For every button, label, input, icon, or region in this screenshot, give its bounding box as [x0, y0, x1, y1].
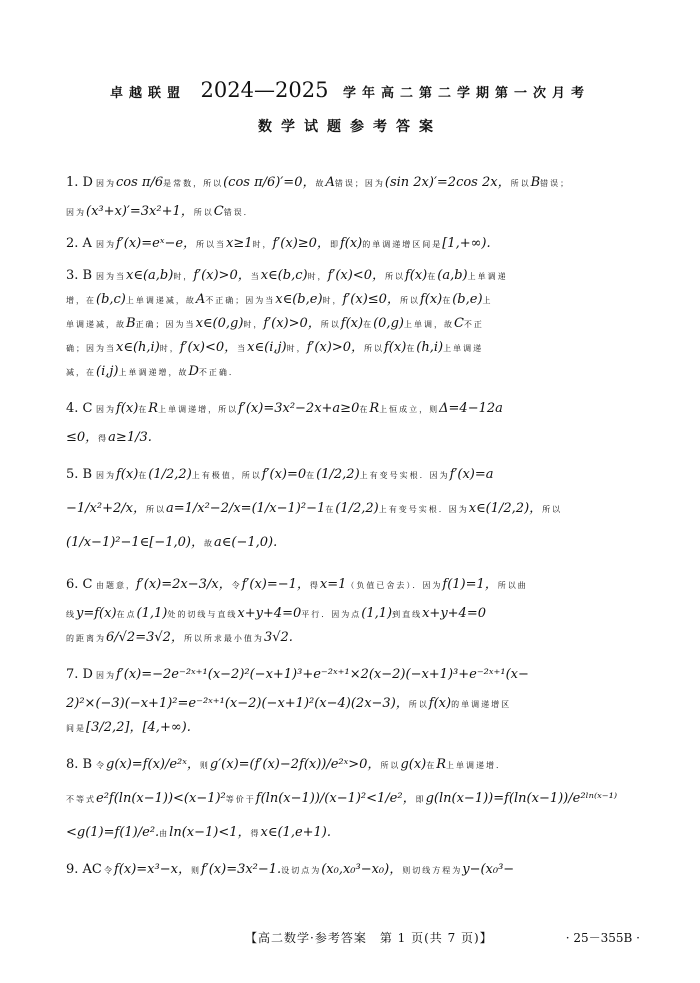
answer-number: 6. C [66, 577, 93, 592]
explanation-text: 时， [159, 344, 180, 353]
math-expression: R [148, 401, 159, 416]
explanation-text: 错误；因为 [334, 179, 385, 188]
math-expression: f(x)=x³−x， [114, 862, 191, 877]
math-expression: x∈(b,c) [260, 268, 308, 283]
explanation-text: 在 [427, 272, 438, 281]
answer-line [66, 602, 644, 626]
math-expression: (0,g) [373, 316, 404, 331]
math-expression: (b,c) [96, 292, 126, 307]
explanation-text: 上恒成立，则 [379, 405, 440, 414]
math-expression: f′(x)<0， [327, 268, 385, 283]
explanation-text: 当 [250, 272, 261, 281]
math-expression: f′(x)>0， [193, 268, 251, 283]
explanation-text: 在 [138, 405, 149, 414]
explanation-text: 时， [173, 272, 194, 281]
explanation-text: 所以 [399, 296, 420, 305]
explanation-text: 是常数，所以 [163, 179, 224, 188]
explanation-text: 错误． [223, 208, 254, 217]
explanation-text: 令 [96, 761, 106, 770]
explanation-text: 时， [243, 320, 264, 329]
explanation-text: 错误； [540, 179, 571, 188]
explanation-text: 在 [138, 471, 149, 480]
explanation-text: 故 [204, 539, 214, 548]
answer-line [66, 426, 644, 450]
math-expression: f′(x)<0， [179, 340, 238, 355]
answer-line [66, 716, 644, 740]
answer-line [66, 692, 644, 716]
math-expression: x+y+4=0 [422, 606, 486, 621]
explanation-text: 因为 [96, 471, 116, 480]
explanation-text: 平行．因为点 [301, 610, 362, 619]
explanation-text: 时， [307, 272, 328, 281]
math-expression: R [436, 757, 447, 772]
explanation-text: 在 [442, 296, 453, 305]
math-expression: f′(x)=2x−3/x， [136, 577, 232, 592]
explanation-text: 因为 [96, 405, 116, 414]
math-expression: Δ=4−12a [439, 401, 503, 416]
explanation-text: 上单调递 [467, 272, 508, 281]
math-expression: y−(x₀³− [462, 862, 515, 877]
explanation-text: 得 [250, 829, 261, 838]
page-footer [0, 929, 700, 947]
answer-line [66, 526, 644, 560]
explanation-text: 当 [237, 344, 248, 353]
math-expression: A [325, 175, 335, 190]
math-expression: (1/x−1)²−1∈[−1,0)， [66, 535, 204, 550]
answer-line [66, 288, 644, 312]
answer-list [66, 166, 644, 882]
answer-line [66, 200, 644, 224]
explanation-text: 因为当 [96, 272, 126, 281]
math-expression: e²f(ln(x−1))<(x−1)² [96, 791, 226, 806]
answer-line [66, 626, 644, 650]
math-expression: [1,+∞). [442, 236, 491, 251]
answer-line [66, 336, 644, 360]
math-expression: f′(x)=3x²−2x+a≥0 [238, 401, 360, 416]
math-expression: f(x) [384, 340, 407, 355]
math-expression: A [195, 292, 206, 307]
footer-page-info: 【高二数学·参考答案 第 1 页(共 7 页)】 [245, 931, 493, 945]
answer-line [66, 312, 644, 336]
math-expression: f′(x)=0 [261, 467, 307, 482]
math-expression: x≥1 [226, 236, 253, 251]
math-expression: a=1/x²−2/x=(1/x−1)²−1 [165, 501, 326, 516]
math-expression: g′(x)=(f′(x)−2f(x))/e²ˣ>0， [209, 757, 381, 772]
explanation-text: 的单调递增区间是 [362, 240, 443, 249]
math-expression: y=f(x) [76, 606, 117, 621]
explanation-text: 上单调递减，故 [125, 296, 196, 305]
explanation-text: 则切线方程为 [402, 866, 463, 875]
answer-line [66, 658, 644, 692]
explanation-text: 所以 [364, 344, 384, 353]
answer-line [66, 782, 644, 816]
explanation-text: 所以 [384, 272, 405, 281]
explanation-text: 则 [190, 866, 201, 875]
math-expression: (1,1) [136, 606, 168, 621]
math-expression: (a,b) [437, 268, 468, 283]
explanation-text: 上单调，故 [403, 320, 454, 329]
math-expression: (x₀,x₀³−x₀)， [321, 862, 403, 877]
math-expression: C [213, 204, 224, 219]
answer-line [66, 492, 644, 526]
explanation-text: 线 [66, 610, 76, 619]
math-expression: f(x) [116, 467, 139, 482]
footer-code: · 25－355B · [565, 931, 640, 945]
math-expression: f′(x)=a [449, 467, 494, 482]
math-expression: −1/x²+2/x， [66, 501, 146, 516]
math-expression: (b,e) [452, 292, 483, 307]
math-expression: ≤0， [66, 430, 99, 445]
explanation-text: 在 [406, 344, 417, 353]
explanation-text: 时， [252, 240, 273, 249]
explanation-text: 时， [286, 344, 307, 353]
math-expression: 3√2. [263, 630, 293, 645]
explanation-text: 的单调递增区 [451, 700, 512, 709]
math-expression: (1/2,2) [335, 501, 379, 516]
answer-line [66, 232, 644, 256]
answer-number: 1. D [66, 175, 93, 190]
answer-number: 9. AC [66, 862, 102, 877]
explanation-text: 在 [426, 761, 437, 770]
math-expression: C [453, 316, 464, 331]
math-expression: x∈(1/2,2)， [468, 501, 543, 516]
explanation-text: 上有变号实根．因为 [378, 505, 469, 514]
math-expression: g(ln(x−1))=f(ln(x−1))/e²ˡⁿ⁽ˣ⁻¹⁾ [425, 791, 618, 806]
math-expression: f′(x)≤0， [342, 292, 400, 307]
answer-line [66, 748, 644, 782]
math-expression: f′(x)>0， [263, 316, 321, 331]
explanation-text: 所以 [510, 179, 531, 188]
explanation-text: 正确；因为当 [135, 320, 196, 329]
page-title [0, 78, 700, 102]
explanation-text: 因为 [96, 179, 116, 188]
math-expression: D [188, 364, 199, 379]
explanation-text: 单调递减，故 [66, 320, 126, 329]
explanation-text: 间是 [66, 724, 86, 733]
title-right: 学年高二第二学期第一次月考 [342, 86, 590, 101]
explanation-text: （负值已舍去）．因为 [346, 581, 443, 590]
math-expression: 2)²×(−3)(−x+1)²=e⁻²ˣ⁺¹(x−2)(−x+1)²(x−4)(2x−3)， [66, 696, 409, 711]
explanation-text: 由 [159, 829, 170, 838]
explanation-text: 不正确；因为当 [205, 296, 276, 305]
math-expression: x∈(h,i) [116, 340, 160, 355]
explanation-text: 由题意， [96, 581, 136, 590]
math-expression: f(ln(x−1))/(x−1)²<1/e²， [255, 791, 416, 806]
explanation-text: 上有极值，所以 [191, 471, 262, 480]
answer-number: 7. D [66, 667, 93, 682]
explanation-text: 不正确． [198, 368, 239, 377]
math-expression: ln(x−1)<1， [169, 825, 251, 840]
math-expression: f(x) [428, 696, 452, 711]
answer-number: 2. A [66, 236, 92, 251]
answer-line [66, 568, 644, 602]
answer-line [66, 858, 644, 882]
math-expression: [3/2,2]，[4,+∞). [86, 720, 191, 735]
explanation-text: 在 [325, 505, 336, 514]
explanation-text: 则 [199, 761, 210, 770]
answer-number: 3. B [66, 268, 93, 283]
explanation-text: 处的切线与直线 [167, 610, 238, 619]
answer-line [66, 392, 644, 426]
explanation-text: 所以 [408, 700, 429, 709]
explanation-text: 所以曲 [497, 581, 528, 590]
title-left: 卓越联盟 [110, 86, 187, 101]
math-expression: g(x)=f(x)/e²ˣ， [106, 757, 200, 772]
explanation-text: 上 [482, 296, 493, 305]
answer-line [66, 458, 644, 492]
explanation-text: 设切点为 [281, 866, 322, 875]
math-expression: (x³+x)′=3x²+1， [86, 204, 194, 219]
explanation-text: 确；因为当 [66, 344, 116, 353]
math-expression: x∈(0,g) [195, 316, 244, 331]
explanation-text: 令 [104, 866, 114, 875]
answer-line [66, 264, 644, 288]
math-expression: f(x) [340, 316, 364, 331]
explanation-text: 所以当 [196, 240, 227, 249]
explanation-text: 即 [329, 240, 340, 249]
explanation-text: 得 [98, 434, 109, 443]
explanation-text: 不正 [463, 320, 484, 329]
math-expression: f(x) [116, 401, 139, 416]
explanation-text: 时， [322, 296, 343, 305]
math-expression: f′(x)=eˣ−e， [116, 236, 197, 251]
math-expression: a≥1/3. [108, 430, 152, 445]
explanation-text: 在 [306, 471, 317, 480]
math-expression: 6/√2=3√2， [106, 630, 184, 645]
explanation-text: 上单调递增． [446, 761, 507, 770]
math-expression: B [530, 175, 541, 190]
math-expression: x∈(1,e+1). [260, 825, 332, 840]
math-expression: x+y+4=0 [237, 606, 302, 621]
explanation-text: 所以 [320, 320, 341, 329]
answer-number: 8. B [66, 757, 93, 772]
explanation-text: 令 [231, 581, 242, 590]
math-expression: f(x) [404, 268, 428, 283]
explanation-text: 因为 [96, 671, 116, 680]
math-expression: B [126, 316, 136, 331]
title-year: 2024—2025 [200, 78, 329, 102]
explanation-text: 到直线 [392, 610, 423, 619]
math-expression: x∈(a,b) [126, 268, 174, 283]
explanation-text: 所以 [542, 505, 563, 514]
math-expression: g(x) [400, 757, 427, 772]
explanation-text: 减，在 [66, 368, 96, 377]
explanation-text: 增，在 [66, 296, 96, 305]
math-expression: (h,i) [416, 340, 444, 355]
explanation-text: 上单调递增，所以 [158, 405, 239, 414]
math-expression: x∈(i,j) [247, 340, 287, 355]
answer-line [66, 816, 644, 850]
explanation-text: 的距离为 [66, 634, 106, 643]
math-expression: (sin 2x)′=2cos 2x， [384, 175, 511, 190]
math-expression: f′(x)≥0， [272, 236, 330, 251]
answer-number: 5. B [66, 467, 93, 482]
math-expression: (i,j) [96, 364, 119, 379]
math-expression: (1,1) [361, 606, 393, 621]
explanation-text: 不等式 [66, 795, 96, 804]
math-expression: f′(x)>0， [306, 340, 364, 355]
answer-line [66, 166, 644, 200]
math-expression: x∈(b,e) [275, 292, 323, 307]
math-expression: f′(x)=−2e⁻²ˣ⁺¹(x−2)²(−x+1)³+e⁻²ˣ⁺¹×2(x−2)(−x+1)³+e⁻²ˣ⁺¹(x− [116, 667, 529, 682]
explanation-text: 所以 [145, 505, 166, 514]
explanation-text: 上有变号实根．因为 [359, 471, 450, 480]
math-expression: f(1)=1， [442, 577, 498, 592]
explanation-text: 所以所求最小值为 [183, 634, 264, 643]
math-expression: (1/2,2) [316, 467, 360, 482]
explanation-text: 故 [315, 179, 326, 188]
explanation-text: 在 [363, 320, 374, 329]
explanation-text: 上单调递 [443, 344, 484, 353]
answer-number: 4. C [66, 401, 93, 416]
math-expression: (1/2,2) [148, 467, 192, 482]
explanation-text: 在点 [116, 610, 137, 619]
explanation-text: 所以 [193, 208, 214, 217]
math-expression: f′(x)=−1， [241, 577, 310, 592]
explanation-text: 在 [359, 405, 370, 414]
math-expression: <g(1)=f(1)/e². [66, 825, 160, 840]
math-expression: f(x) [419, 292, 443, 307]
explanation-text: 因为 [96, 240, 116, 249]
explanation-text: 即 [415, 795, 426, 804]
explanation-text: 等价于 [225, 795, 256, 804]
explanation-text: 上单调递增，故 [118, 368, 189, 377]
math-expression: R [369, 401, 380, 416]
math-expression: (cos π/6)′=0， [223, 175, 316, 190]
answer-line [66, 360, 644, 384]
explanation-text: 因为 [66, 208, 86, 217]
math-expression: x=1 [319, 577, 347, 592]
explanation-text: 得 [309, 581, 320, 590]
math-expression: f′(x)=3x²−1. [200, 862, 282, 877]
math-expression: a∈(−1,0). [214, 535, 278, 550]
explanation-text: 所以 [380, 761, 401, 770]
math-expression: f(x) [339, 236, 363, 251]
math-expression: cos π/6 [116, 175, 164, 190]
page-subtitle: 数学试题参考答案 [258, 119, 442, 135]
